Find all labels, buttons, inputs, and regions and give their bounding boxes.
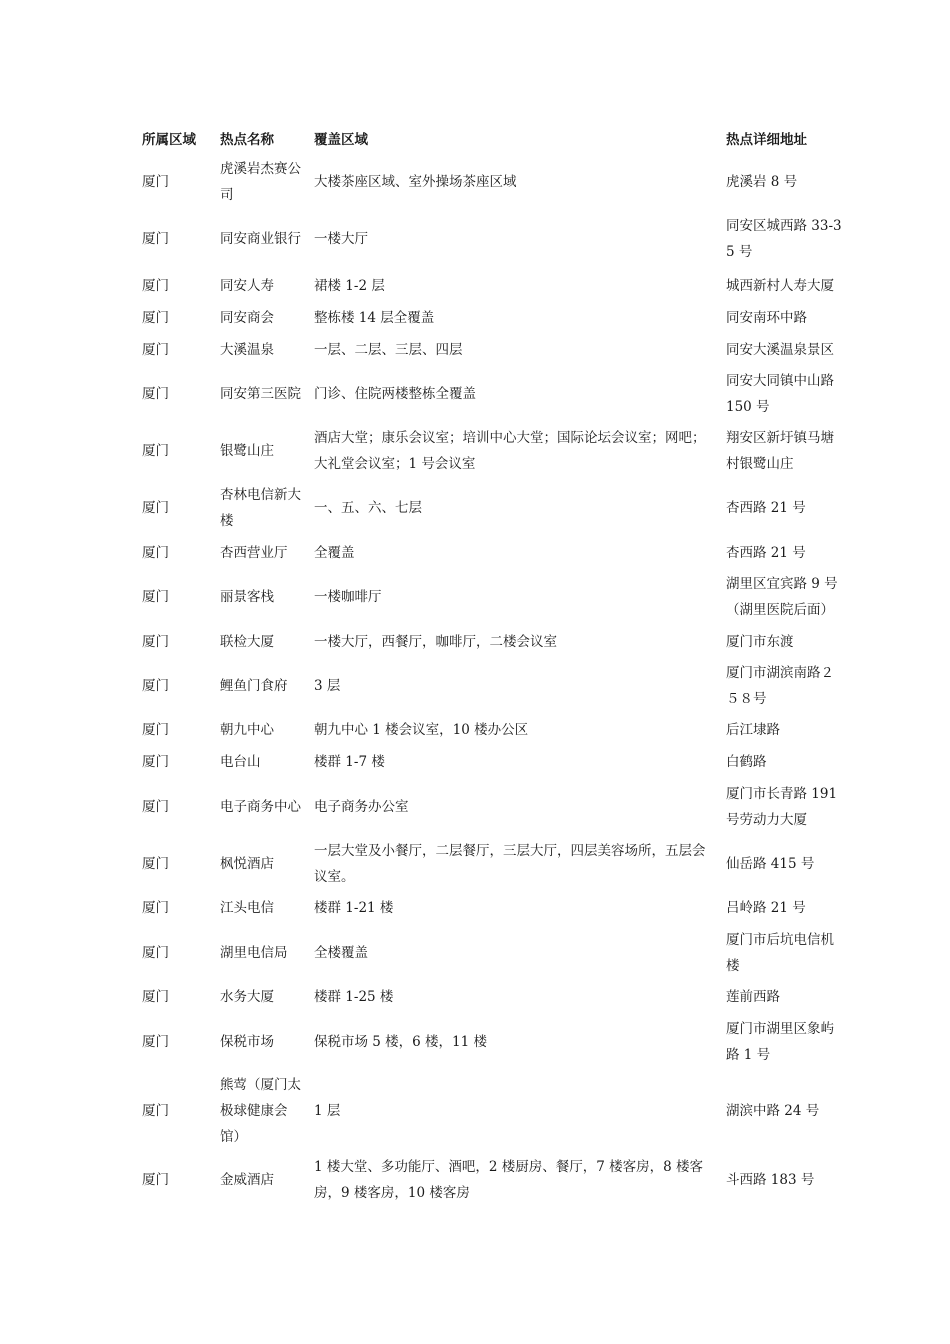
header-coverage-area: 覆盖区域 [314,132,368,148]
cell-coverage-area: 1 楼大堂、多功能厅、酒吧，2 楼厨房、餐厅，7 楼客房，8 楼客房，9 楼客房，10 楼客房 [314,1159,704,1201]
cell-hotspot-name: 保税市场 [220,1033,274,1050]
table-body [138,156,850,1208]
table-row [138,422,850,480]
cell-hotspot-name: 同安商业银行 [220,231,301,247]
table-row [138,156,850,208]
cell-address: 同安大同镇中山路 150 号 [726,373,834,415]
cell-address: 同安大溪温泉景区 [726,342,834,358]
cell-address: 莲前西路 [726,989,780,1005]
table-row [138,569,850,625]
cell-coverage-area: 1 层 [314,1103,341,1119]
cell-region: 厦门 [142,722,169,738]
cell-region: 厦门 [142,342,169,358]
cell-address: 厦门市后坑电信机楼 [726,931,834,974]
cell-region: 厦门 [142,1172,169,1188]
cell-region: 厦门 [142,174,169,190]
cell-hotspot-name: 同安商会 [220,310,274,326]
cell-hotspot-name: 熊莺（厦门太极球健康会馆） [220,1077,301,1145]
cell-region: 厦门 [142,633,169,650]
cell-hotspot-name: 鲤鱼门食府 [220,678,288,694]
cell-coverage-area: 一、五、六、七层 [314,500,422,516]
cell-address: 杏西路 21 号 [726,544,806,561]
cell-hotspot-name: 枫悦酒店 [220,855,274,872]
cell-coverage-area: 一层、二层、三层、四层 [314,342,463,358]
cell-region: 厦门 [142,500,169,516]
cell-region: 厦门 [142,855,169,872]
header-hotspot-name: 热点名称 [220,132,274,148]
table-row [138,208,850,270]
cell-hotspot-name: 水务大厦 [220,989,274,1005]
cell-coverage-area: 全覆盖 [314,544,355,561]
cell-coverage-area: 一层大堂及小餐厅，二层餐厅，三层大厅，四层美容场所，五层会议室。 [314,842,706,885]
cell-address: 厦门市湖里区象屿路 1 号 [726,1020,834,1063]
cell-hotspot-name: 朝九中心 [220,722,274,738]
table-row [138,625,850,658]
cell-hotspot-name: 杏西营业厅 [220,544,288,561]
cell-coverage-area: 大楼茶座区域、室外操场茶座区域 [314,174,517,190]
cell-address: 虎溪岩 8 号 [726,174,798,190]
table-row [138,1070,850,1152]
cell-region: 厦门 [142,278,169,294]
cell-hotspot-name: 湖里电信局 [220,944,288,961]
table-row [138,480,850,536]
cell-address: 城西新村人寿大厦 [726,278,834,294]
cell-region: 厦门 [142,678,169,694]
cell-coverage-area: 3 层 [314,678,341,694]
cell-coverage-area: 门诊、住院两楼整栋全覆盖 [314,386,476,402]
cell-address: 同安南环中路 [726,310,807,326]
cell-address: 后江埭路 [726,722,780,738]
cell-coverage-area: 楼群 1-25 楼 [314,989,394,1005]
cell-hotspot-name: 杏林电信新大楼 [220,487,301,529]
cell-coverage-area: 一楼咖啡厅 [314,589,382,605]
cell-coverage-area: 楼群 1-21 楼 [314,900,394,916]
cell-coverage-area: 全楼覆盖 [314,944,368,961]
cell-coverage-area: 朝九中心 1 楼会议室，10 楼办公区 [314,722,529,738]
cell-region: 厦门 [142,798,169,815]
header-region: 所属区域 [142,132,196,148]
cell-coverage-area: 酒店大堂；康乐会议室；培训中心大堂；国际论坛会议室；网吧；大礼堂会议室；1 号会议室 [314,430,706,472]
table-row [138,714,850,746]
cell-hotspot-name: 同安第三医院 [220,386,301,402]
table-row [138,981,850,1013]
cell-region: 厦门 [142,754,169,770]
table-row [138,835,850,892]
cell-hotspot-name: 大溪温泉 [220,342,274,358]
cell-coverage-area: 保税市场 5 楼，6 楼，11 楼 [314,1033,488,1050]
table-row [138,536,850,569]
cell-address: 湖里区宜宾路 9 号（湖里医院后面） [726,576,838,618]
table-row [138,302,850,334]
cell-hotspot-name: 江头电信 [220,900,274,916]
cell-region: 厦门 [142,443,169,459]
table-row [138,334,850,366]
cell-region: 厦门 [142,1103,169,1119]
hotspot-table [138,124,850,1208]
table-row [138,746,850,778]
header-address: 热点详细地址 [726,132,807,148]
cell-address: 同安区城西路 33-35 号 [726,218,842,260]
cell-coverage-area: 一楼大厅 [314,231,368,247]
cell-region: 厦门 [142,944,169,961]
cell-coverage-area: 整栋楼 14 层全覆盖 [314,310,435,326]
cell-hotspot-name: 金威酒店 [220,1172,274,1188]
cell-coverage-area: 一楼大厅，西餐厅，咖啡厅，二楼会议室 [314,633,557,650]
cell-hotspot-name: 虎溪岩杰赛公司 [220,161,301,203]
cell-address: 翔安区新圩镇马塘村银鹭山庄 [726,430,834,472]
cell-address: 厦门市湖滨南路２５８号 [726,665,834,707]
cell-region: 厦门 [142,310,169,326]
table-row [138,1013,850,1070]
cell-address: 白鹤路 [726,754,767,770]
cell-address: 厦门市东渡 [726,633,794,650]
cell-coverage-area: 裙楼 1-2 层 [314,278,385,294]
cell-hotspot-name: 同安人寿 [220,278,274,294]
cell-region: 厦门 [142,989,169,1005]
cell-hotspot-name: 联检大厦 [220,633,274,650]
cell-hotspot-name: 电台山 [220,754,261,770]
cell-region: 厦门 [142,589,169,605]
cell-hotspot-name: 银鹭山庄 [220,443,274,459]
cell-coverage-area: 电子商务办公室 [314,798,409,815]
cell-address: 斗西路 183 号 [726,1172,815,1188]
cell-address: 杏西路 21 号 [726,500,806,516]
cell-address: 湖滨中路 24 号 [726,1103,820,1119]
cell-address: 吕岭路 21 号 [726,900,806,916]
table-row [138,924,850,981]
cell-region: 厦门 [142,1033,169,1050]
cell-region: 厦门 [142,386,169,402]
cell-region: 厦门 [142,900,169,916]
cell-region: 厦门 [142,544,169,561]
cell-region: 厦门 [142,231,169,247]
cell-hotspot-name: 丽景客栈 [220,589,274,605]
cell-address: 厦门市长青路 191 号劳动力大厦 [726,785,838,828]
table-row [138,366,850,422]
table-row [138,658,850,714]
table-row [138,1152,850,1208]
cell-hotspot-name: 电子商务中心 [220,798,301,815]
table-header-row [138,124,850,156]
cell-coverage-area: 楼群 1-7 楼 [314,754,385,770]
table-row [138,270,850,302]
table-row [138,778,850,835]
table-row [138,892,850,924]
cell-address: 仙岳路 415 号 [726,855,815,872]
